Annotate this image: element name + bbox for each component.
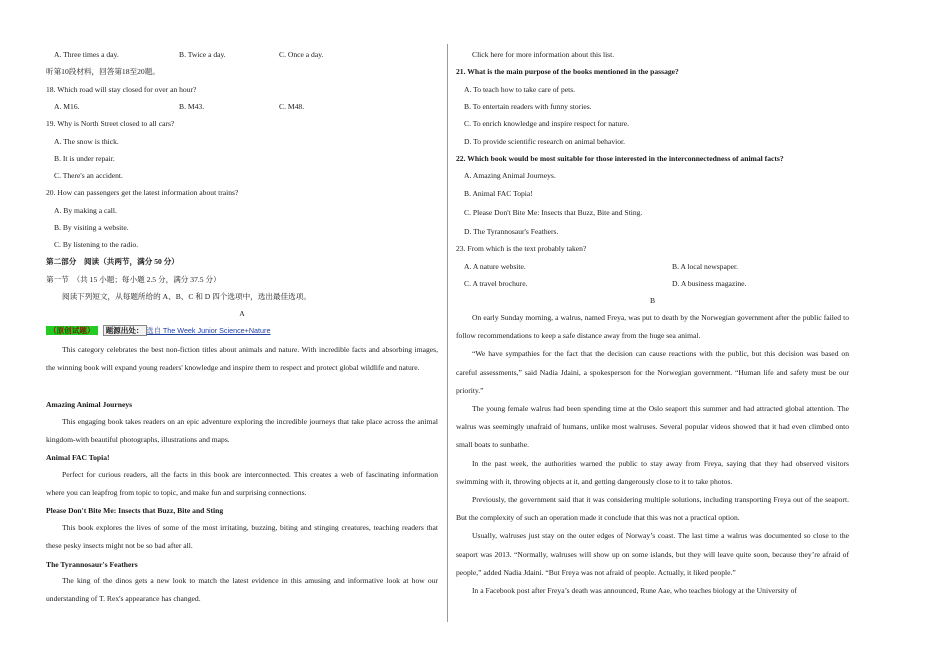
book-2-title: Animal FAC Topia! [46, 453, 110, 462]
q20-option-c: C. By listening to the radio. [54, 240, 139, 249]
q17-options [46, 51, 438, 59]
book-1-title: Amazing Animal Journeys [46, 400, 133, 409]
question-22: 22. Which book would be most suitable for those interested in the interconnectedness of animal facts? [456, 154, 784, 163]
book-1-paragraph: This engaging book takes readers on an epic adventure exploring the incredible journeys that take place across the animal kingdom-with beautiful photographs, illustrations and maps. [46, 417, 438, 445]
book-2-paragraph: Perfect for curious readers, all the facts in this book are interconnected. This creates a web of fascinating information where you can leapfrog from topic to topic, and make fun and surprising connections. [46, 470, 438, 498]
q18-option-b: B. M43. [179, 102, 205, 111]
passage-b-label: B [649, 296, 656, 305]
q18-option-c: C. M48. [279, 102, 305, 111]
question-19: 19. Why is North Street closed to all cars? [46, 119, 175, 128]
source-link[interactable]: 选自 The Week Junior Science+Nature [146, 326, 271, 335]
q22-option-d: D. The Tyrannosaur's Feathers. [464, 227, 559, 236]
book-4-desc [46, 572, 438, 608]
q23-option-b: B. A local newspaper. [672, 262, 739, 271]
question-23: 23. From which is the text probably taken? [456, 244, 587, 253]
source-label-tag: 题源出处： [103, 325, 147, 336]
passage-b-paragraph: On early Sunday morning, a walrus, named Freya, was put to death by the Norwegian government after the public failed to follow recommendations to keep a safe distance away from the huge sea animal. [456, 313, 849, 341]
q21-option-c: C. To enrich knowledge and inspire respect for nature. [464, 119, 630, 128]
book-3-desc [46, 519, 438, 555]
question-20: 20. How can passengers get the latest information about trains? [46, 188, 239, 197]
q18-option-a: A. M16. [54, 102, 80, 111]
q20-option-a: A. By making a call. [54, 206, 117, 215]
q21-option-a: A. To teach how to take care of pets. [464, 85, 576, 94]
source-line [46, 327, 438, 335]
q20-option-b: B. By visiting a website. [54, 223, 129, 232]
book-4-paragraph: The king of the dinos gets a new look to match the latest evidence in this amusing and informative look at how our understanding of T. Rex's appearance has changed. [46, 576, 438, 604]
passage-a-label: A [239, 309, 245, 318]
q23-option-a: A. A nature website. [464, 262, 526, 271]
passage-b-paragraph: Usually, walruses just stay on the outer edges of Norway’s coast. The last time a walrus was documented so close to the seaport was 2013. “Normally, walruses will show up on some islands, but they will leave quite soon, because they’re afraid of people,” added Nadia Jdaini. “But Freya was not afraid of people. Actually, it liked people.” [456, 531, 849, 577]
part-2-heading: 第二部分 阅读（共两节，满分 50 分） [46, 257, 179, 266]
q17-option-a: A. Three times a day. [54, 50, 119, 59]
column-divider [447, 44, 448, 622]
q19-option-c: C. There's an accident. [54, 171, 123, 180]
q19-option-a: A. The snow is thick. [54, 137, 119, 146]
question-18: 18. Which road will stay closed for over an hour? [46, 85, 197, 94]
passage-a-intro [46, 341, 438, 377]
book-2-desc [46, 466, 438, 502]
passage-b-body [456, 309, 849, 600]
q23-option-c: C. A travel brochure. [464, 279, 528, 288]
book-3-paragraph: This book explores the lives of some of the most irritating, buzzing, biting and stinging creatures, teaching readers that these pesky insects might not be so bad after all. [46, 523, 438, 551]
passage-b-paragraph: In the past week, the authorities warned the public to stay away from Freya, saying that they had observed visitors swimming with it, throwing objects at it, and getting dangerously close to it to take photos. [456, 458, 849, 486]
q22-option-c: C. Please Don't Bite Me: Insects that Buzz, Bite and Sting. [464, 208, 643, 217]
book-4-title: The Tyrannosaur's Feathers [46, 560, 138, 569]
q22-option-b: B. Animal FAC Topia! [464, 189, 533, 198]
q22-option-a: A. Amazing Animal Journeys. [464, 171, 556, 180]
reading-instruction: 阅读下列短文，从每题所给的 A、B、C 和 D 四个选项中，选出最佳选项。 [62, 292, 311, 301]
q21-option-d: D. To provide scientific research on animal behavior. [464, 137, 626, 146]
intro-paragraph: This category celebrates the best non-fiction titles about animals and nature. With incredible facts and absorbing images, the winning book will expand young readers' knowledge and inspire them to respect and protect global wildlife and nature. [46, 345, 438, 373]
section-1-heading: 第一节 （共 15 小题；每小题 2.5 分，满分 37.5 分） [46, 275, 221, 284]
passage-b-paragraph: In a Facebook post after Freya’s death was announced, Rune Aae, who teaches biology at the University of [472, 586, 797, 596]
passage-b-paragraph: Previously, the government said that it was considering multiple solutions, including transporting Freya out of the seaport. But the complexity of such an operation made it conclude that this was not a practical option. [456, 495, 849, 523]
click-here-link[interactable]: Click here for more information about this list. [472, 50, 615, 59]
book-1-desc [46, 413, 438, 449]
q21-option-b: B. To entertain readers with funny stories. [464, 102, 592, 111]
question-21: 21. What is the main purpose of the books mentioned in the passage? [456, 67, 679, 76]
passage-b-paragraph: The young female walrus had been spending time at the Oslo seaport this summer and had attracted global attention. The walrus was seemingly unafraid of humans, unlike most walruses. Several popular videos showed that it had even climbed onto small boats to sunbathe. [456, 404, 849, 450]
q19-option-b: B. It is under repair. [54, 154, 115, 163]
listen-instruction: 听第10段材料，回答第18至20题。 [46, 67, 160, 76]
q23-options-cd [456, 280, 849, 288]
q17-option-c: C. Once a day. [279, 50, 324, 59]
q18-options [46, 103, 438, 111]
q23-option-d: D. A business magazine. [672, 279, 747, 288]
original-question-tag: （原创试题） [46, 326, 98, 335]
passage-b-paragraph: “We have sympathies for the fact that the decision can cause reactions with the public, but this decision was based on careful assessments,” said Nadia Jdaini, a spokesperson for the Norwegian government. “Human life and safety must be our priority.” [456, 349, 849, 395]
q23-options-ab [456, 263, 849, 271]
book-3-title: Please Don't Bite Me: Insects that Buzz, Bite and Sting [46, 506, 224, 515]
q17-option-b: B. Twice a day. [179, 50, 226, 59]
